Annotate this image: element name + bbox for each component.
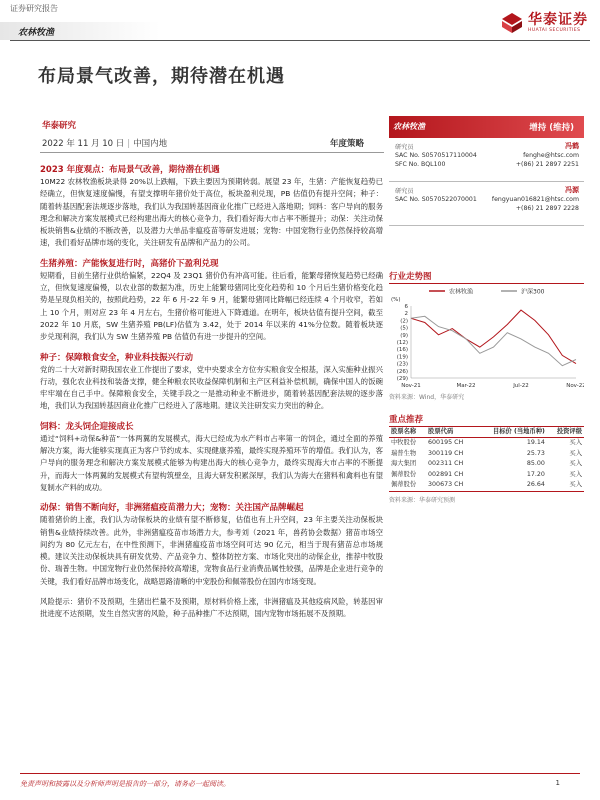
y-tick-label: 6 — [404, 304, 408, 310]
section-heading: 动保：销售不断向好，非洲猪瘟疫苗潜力大；宠物：关注国产品牌崛起 — [40, 503, 304, 514]
footer-disclaimer: 免责声明和披露以及分析师声明是报告的一部分，请务必一起阅读。 — [20, 780, 230, 788]
analyst-name: 冯鹤 — [565, 142, 579, 150]
stocks-source: 资料来源：华泰研究预测 — [389, 496, 456, 504]
table-row — [389, 459, 584, 470]
logo-en-text: HUATAI SECURITIES — [528, 28, 581, 33]
y-tick-label: (26) — [396, 368, 408, 375]
stock-price: 85.00 — [526, 460, 545, 467]
stock-price: 17.20 — [526, 470, 545, 478]
logo-cn-text: 华泰证券 — [528, 12, 588, 28]
y-axis-unit: (%) — [391, 297, 401, 303]
analyst-email[interactable]: fengyuan016821@htsc.com — [491, 196, 579, 203]
stock-code: 002311 CH — [428, 460, 464, 467]
stock-rating: 买入 — [569, 439, 582, 446]
table-row — [389, 438, 584, 449]
section-heading: 种子：保障粮食安全，种业科技振兴行动 — [40, 352, 194, 363]
main-text-column — [40, 160, 383, 621]
stock-rating: 买入 — [569, 449, 582, 457]
x-tick-label: Nov-22 — [566, 383, 584, 389]
legend-label: 农林牧渔 — [449, 288, 474, 296]
stock-code: 300673 CH — [428, 481, 464, 488]
risk-warning: 风险提示：猪价不及预期，生猪出栏量不及预期，原材料价格上涨，非洲猪瘟及其他疫病风险，转基因审批进度不达预期，发生自然灾害的风险，种子品种推广不达预期，国内宠物市场拓展不及预期。 — [40, 597, 383, 619]
y-tick-label: (29) — [396, 376, 408, 382]
stock-price: 25.73 — [526, 449, 545, 457]
dateline: 2022 年 11 月 10 日 | 中国内地 — [42, 139, 168, 149]
sector-bar — [0, 22, 600, 40]
trend-chart — [389, 284, 584, 392]
rating-bar — [389, 116, 584, 138]
stock-name: 海大集团 — [391, 460, 417, 467]
sidebar — [389, 116, 584, 504]
analyst-sfc: SFC No. BQL100 — [395, 161, 446, 168]
section-heading: 2023 年度观点：布局景气改善，期待潜在机遇 — [40, 165, 220, 175]
trend-chart-svg — [389, 284, 584, 392]
section-body: 随着猪价的上涨，我们认为动保板块的业绩有望不断修复，估值也有上升空间，23 年主要关注动保板块销售&业绩持续改善。此外，非洲猪瘟疫苗市场潜力大，参考刘（2021 年，兽药协会数据）猪苗市场空间约为 80 亿元左右，在中性预测下，非洲猪瘟疫苗市场空间可达 90 亿元，相当于现有猪苗总市场规模。建议关注动保板块具有研发优势、产品竞争力、整体防控方案、市场化突出的动保企业，推荐中牧股份、瑞普生物。中国宠物行业仍然保持较高增速，宠物食品行业消费品属性较强，品牌是企业进行竞争的关键，我们看好品牌市场变化，战略思路清晰的中宠股份和佩蒂股份在国内市场变现。 — [40, 515, 383, 586]
analyst-role: 研究员 — [395, 144, 414, 151]
analyst-role: 研究员 — [395, 188, 414, 195]
table-bottom-rule — [389, 491, 584, 492]
stock-name: 佩蒂股份 — [391, 481, 417, 488]
page-number: 1 — [555, 779, 560, 787]
report-type: 年度策略 — [330, 139, 365, 149]
section — [40, 421, 383, 494]
section — [40, 502, 383, 588]
analyst-name: 冯源 — [565, 186, 579, 194]
y-tick-label: (12) — [396, 340, 408, 346]
stock-code: 300119 CH — [428, 449, 464, 457]
section-body: 短期看，目前生猪行业供给偏紧，22Q4 及 23Q1 猪价仍有冲高可能。往后看，能繁母猪恢复趋势已经确立，但恢复速度偏慢，以农业部的数据为准，历史上能繁母猪同比变化趋势和 10 个月后生猪价格变化趋势是呈现负相关的，按照此趋势，22 年 6 月-22 年 9 月，能繁母猪同比降幅已经连续 4 个月收窄，若如上 10 个月，则对应 23 年 4 月左右，生猪价格可能进入下降通道。在明年，板块估值有提升空间，截至 2022 年 10 月底，SW 生猪养殖 PB(LF)估值为 3.42，处于 2014 年以来的 41%分位数。随着板块逐步兑现利润，我们认为 SW 生猪养殖 PB 估值仍有进一步提升的空间。 — [40, 270, 383, 342]
sector-label: 农林牧渔 — [18, 28, 55, 38]
stock-rating: 买入 — [569, 470, 582, 478]
table-row — [389, 480, 584, 491]
org-name: 华泰研究 — [42, 121, 77, 131]
analyst-email[interactable]: fenghe@htsc.com — [523, 152, 579, 159]
analyst-phone: +(86) 21 2897 2228 — [515, 205, 579, 212]
legend-label: 沪深300 — [521, 288, 545, 296]
col-header-code: 股票代码 — [426, 427, 476, 438]
stocks-title: 重点推荐 — [389, 413, 584, 427]
report-category: 证券研究报告 — [10, 4, 58, 13]
stock-name: 瑞普生物 — [391, 449, 417, 457]
y-tick-label: (19) — [396, 354, 408, 361]
y-tick-label: (2) — [400, 318, 408, 325]
report-date: 2022 年 11 月 10 日 — [42, 139, 125, 149]
y-tick-label: (23) — [396, 361, 408, 368]
col-header-price: 目标价 (当地币种) — [476, 427, 547, 438]
analyst-card — [389, 182, 584, 226]
stock-rating: 买入 — [569, 481, 582, 488]
col-header-name: 股票名称 — [389, 427, 426, 438]
analyst-sac: SAC No. S0570522070001 — [395, 196, 477, 203]
analyst-phone: +(86) 21 2897 2251 — [515, 161, 579, 168]
section-body: 10M22 农林牧渔板块录得 20%以上跌幅，下跌主要因为预期转弱。展望 23 年，生猪：产能恢复趋势已经确立，但恢复速度偏慢，有望支撑明年猪价处于高位，板块盈利兑现，PB 估值仍有提升空间；种子：随着转基因配套法规逐步落地，我们认为我国转基因商业化推广已经进入落地期；饲料：客户导向的服务理念和解决方案发展模式已经构建出海大的核心竞争力，我们看好海大市占率不断提升；动保：关注动保板块销售&业绩的不断改善，以及潜力大单品非瘟疫苗等研发进展；宠物：中国宠物行业仍然保持较高增速，我们看好品牌市场的变化，关注研发有品牌和产品力的公司。 — [40, 177, 383, 248]
x-tick-label: Mar-22 — [456, 383, 476, 389]
stock-price: 26.64 — [526, 481, 545, 488]
risk-section — [40, 596, 383, 621]
analyst-card — [389, 138, 584, 182]
y-tick-label: (9) — [400, 332, 408, 339]
stock-code: 600195 CH — [428, 439, 464, 446]
trend-title: 行业走势图 — [389, 270, 584, 284]
series-line — [411, 316, 576, 365]
stock-code: 002891 CH — [428, 470, 464, 478]
col-header-rating: 投资评级 — [547, 427, 584, 438]
chart-source: 资料来源：Wind，华泰研究 — [389, 394, 465, 401]
footer-divider — [20, 773, 580, 774]
stock-table — [389, 427, 584, 491]
report-region: 中国内地 — [133, 139, 168, 149]
stock-name: 中牧股份 — [391, 439, 417, 446]
y-tick-label: (5) — [400, 325, 408, 332]
section — [40, 164, 383, 250]
rating-value: 增持 (维持) — [529, 123, 574, 133]
stock-rating: 买入 — [569, 460, 582, 467]
x-tick-label: Nov-21 — [401, 383, 421, 389]
y-tick-label: 2 — [404, 311, 408, 318]
section — [40, 352, 383, 413]
section-body: 党的二十大对新时期我国农业工作提出了要求，党中央要求全方位夯实粮食安全根基，深入实施种业振兴行动，强化农业科技和装备支撑，健全种粮农民收益保障机制和主产区利益补偿机制，确保中国人的饭碗牢牢端在自己手中。保障粮食安全，关键手段之一是推动种业不断进步，随着转基因配套法规的逐步落地，我们认为我国转基因商业化推广已经进入了落地期。建议关注研发实力突出的种企。 — [40, 364, 383, 411]
stock-table-header — [389, 427, 584, 438]
stock-price: 19.14 — [526, 439, 545, 446]
analyst-sac: SAC No. S0570517110004 — [395, 152, 477, 159]
stock-name: 佩蒂股份 — [391, 470, 417, 478]
section-heading: 饲料：龙头饲企迎接成长 — [40, 421, 134, 432]
table-row — [389, 470, 584, 481]
section-heading: 生猪养殖：产能恢复进行时，高猪价下盈利兑现 — [40, 258, 219, 269]
report-title: 布局景气改善，期待潜在机遇 — [38, 66, 285, 87]
section-body: 通过“饲料+动保&种苗”一体两翼的发展模式，海大已经成为水产料市占率第一的饲企，通过全面的养殖解决方案，海大能够实现真正为客户节约成本、实现健康养殖，最终实现养殖环节的增值。我们认为，客户导向的服务理念和解决方案发展模式能够为构建出海大的核心竞争力，最终实现海大市占率的不断提升，而海大一体两翼的发展模式有望构筑壁垒，且海大研发积累深厚，我们认为海大在猪料和禽料也有望复制水产料的成功。 — [40, 433, 383, 492]
x-tick-label: Jul-22 — [513, 383, 529, 389]
rating-sector: 农林牧渔 — [393, 122, 425, 131]
table-row — [389, 449, 584, 460]
dateline-divider — [40, 152, 384, 153]
header-divider — [10, 40, 590, 41]
y-tick-label: (16) — [396, 347, 408, 354]
section — [40, 258, 383, 344]
